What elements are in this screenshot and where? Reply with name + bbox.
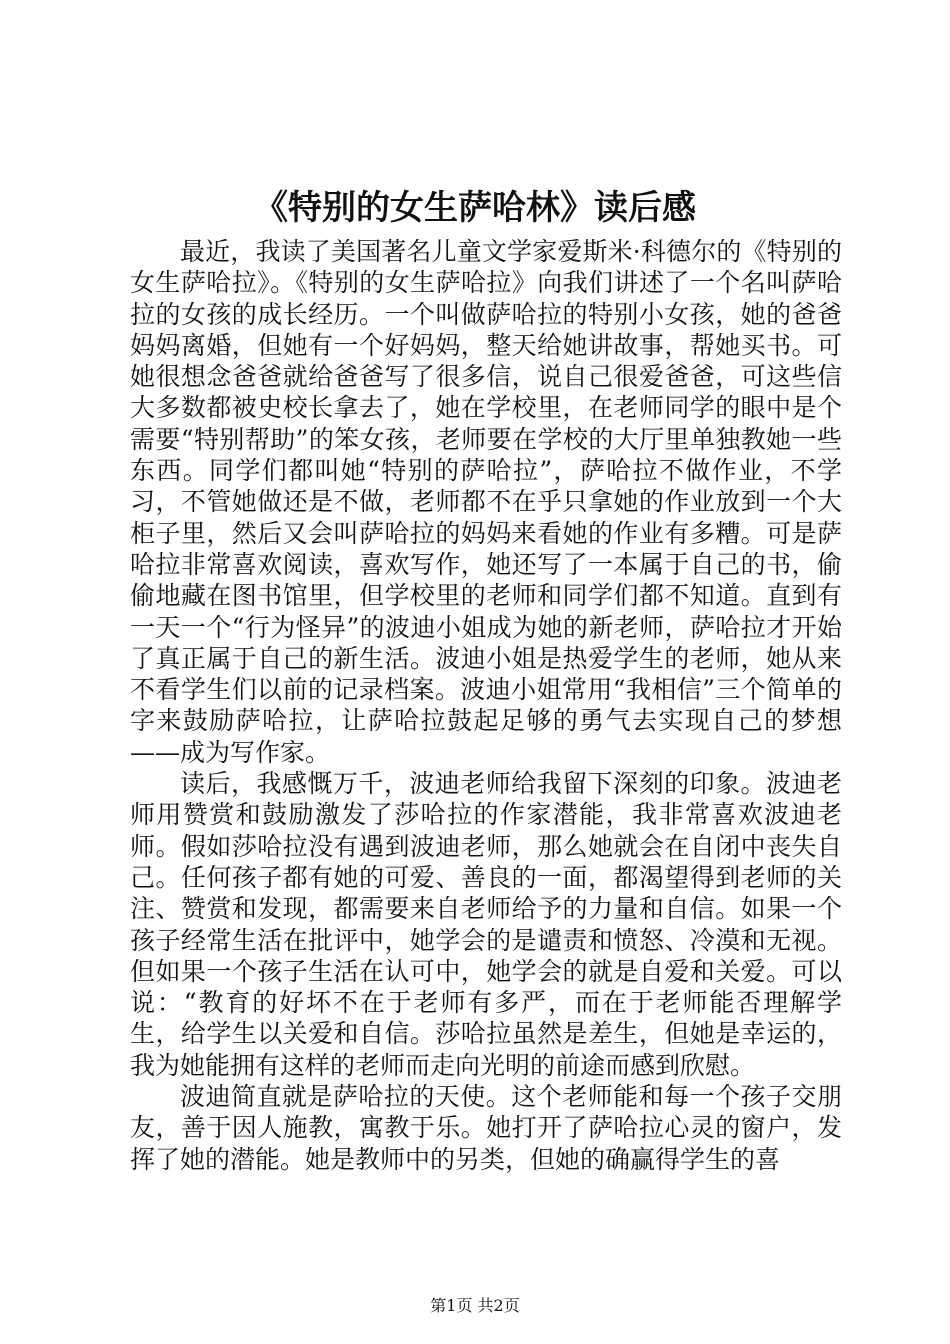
paragraph-summary: 最近，我读了美国著名儿童文学家爱斯米·科德尔的《特别的女生萨哈拉》。《特别的女生萨哈拉》向我们讲述了一个名叫萨哈拉的女孩的成长经历。一个叫做萨哈拉的特别小女孩，她的爸爸妈妈离婚，但她有一个好妈妈，整天给她讲故事，帮她买书。可她很想念爸爸就给爸爸写了很多信，说自己很爱爸爸，可这些信大多数都被史校长拿去了，她在学校里，在老师同学的眼中是个需要“特别帮助”的笨女孩，老师要在学校的大厅里单独教她一些东西。同学们都叫她“特别的萨哈拉”，萨哈拉不做作业，不学习，不管她做还是不做，老师都不在乎只拿她的作业放到一个大柜子里，然后又会叫萨哈拉的妈妈来看她的作业有多糟。可是萨哈拉非常喜欢阅读，喜欢写作，她还写了一本属于自己的书，偷偷地藏在图书馆里，但学校里的老师和同学们都不知道。直到有一天一个“行为怪异”的波迪小姐成为她的新老师，萨哈拉才开始了真正属于自己的新生活。波迪小姐是热爱学生的老师，她从来不看学生们以前的记录档案。波迪小姐常用“我相信”三个简单的字来鼓励萨哈拉，让萨哈拉鼓起足够的勇气去实现自己的梦想——成为写作家。 xyxy=(130,237,842,767)
document-body xyxy=(130,236,842,1175)
paragraph-reflection: 读后，我感慨万千，波迪老师给我留下深刻的印象。波迪老师用赞赏和鼓励激发了莎哈拉的作家潜能，我非常喜欢波迪老师。假如莎哈拉没有遇到波迪老师，那么她就会在自闭中丧失自己。任何孩子都有她的可爱、善良的一面，都渴望得到老师的关注、赞赏和发现，都需要来自老师给予的力量和自信。如果一个孩子经常生活在批评中，她学会的是谴责和愤怒、冷漠和无视。但如果一个孩子生活在认可中，她学会的就是自爱和关爱。可以说：“教育的好坏不在于老师有多严，而在于老师能否理解学生，给学生以关爱和自信。莎哈拉虽然是差生，但她是幸运的，我为她能拥有这样的老师而走向光明的前途而感到欣慰。 xyxy=(130,769,842,1080)
page-number-footer: 第1页 共2页 xyxy=(430,1296,520,1315)
document-title: 《特别的女生萨哈林》读后感 xyxy=(254,188,696,228)
paragraph-teacher-praise: 波迪简直就是萨哈拉的天使。这个老师能和每一个孩子交朋友，善于因人施教，寓教于乐。她打开了萨哈拉心灵的窗户，发挥了她的潜能。她是教师中的另类，但她的确赢得学生的喜 xyxy=(130,1082,842,1174)
